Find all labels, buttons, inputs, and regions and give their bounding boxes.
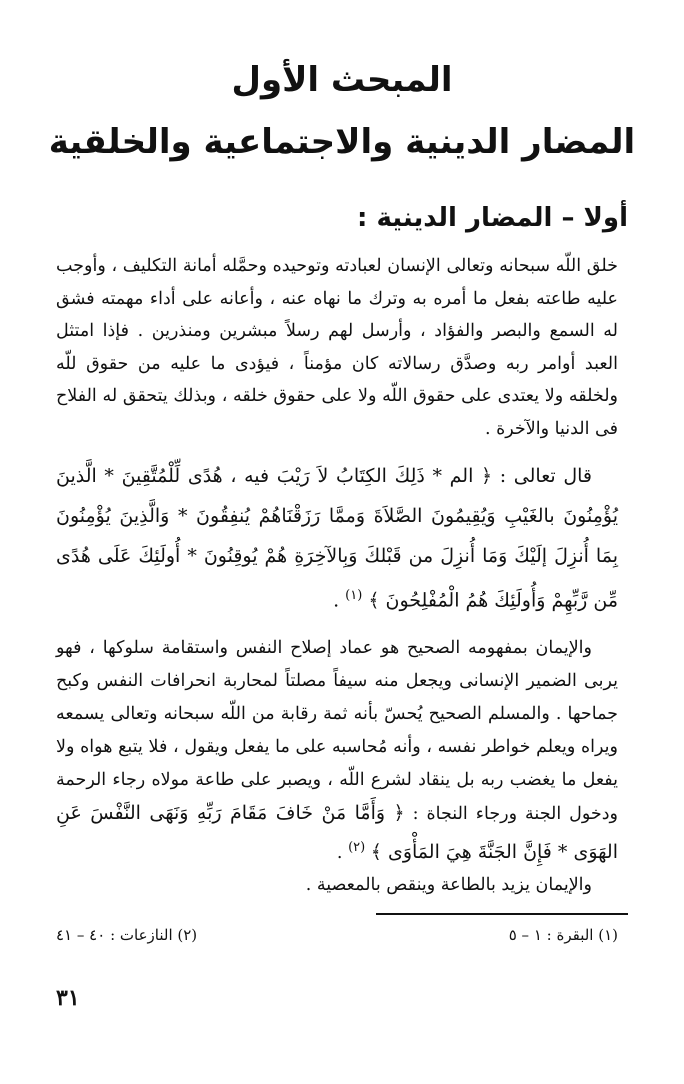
paragraph-faith-increase: والإيمان يزيد بالطاعة وينقص بالمعصية . <box>305 875 592 895</box>
page-number: ٣١ <box>56 985 80 1011</box>
verse-intro: قال تعالى : <box>499 465 592 487</box>
quran-verse-baqarah: ﴿ الم * ذَلِكَ الكِتَابُ لاَ رَيْبَ فيه ، هُدًى لِّلْمُتَّقِينَ * الَّذينَ يُؤْمِنُونَ بالغَيْبِ وَيُقِيمُونَ الصَّلاَةَ وَممَّا رَزَقْنَاهُمْ يُنفِقُونَ * وَالَّذِينَ يُؤْمِنُونَ بِمَا أُنزِلَ إلَيْكَ وَمَا أُنزِلَ من قَبْلكَ وَبِالآخِرَةِ هُمْ يُوقِنُونَ * أُولَئِكَ عَلَى هُدًى مِّن رَّبِّهِمْ وَأُولَئِكَ هُمُ الْمُفْلِحُونَ ﴾ <box>56 465 618 612</box>
footnote-ref-1: (١) <box>345 588 363 603</box>
footnote-2: (٢) النازعات : ٤٠ – ٤١ <box>56 926 198 944</box>
section-heading: أولا – المضار الدينية : <box>357 203 628 233</box>
paragraph-creation: خلق اللّه سبحانه وتعالى الإنسان لعبادته وتوحيده وحمَّله أمانة التكليف ، وأوجب عليه طاعته بفعل ما أمره به وترك ما نهاه عنه ، وأعانه على أداء مهمته فشق له السمع والبصر والفؤاد ، وأرسل لهم رسلاً مبشرين ومنذرين . فإذا امتثل العبد أوامر ربه وصدَّق رسالاته كان مؤمناً ، فيؤدى ما عليه من حقوق للّه ولخلقه ولا يعتدى على حقوق اللّه ولا على حقوق خلقه ، وبذلك يتحقق له الفلاح فى الدنيا والآخرة . <box>56 256 618 439</box>
faith-text: والإيمان بمفهومه الصحيح هو عماد إصلاح النفس واستقامة سلوكها ، فهو يربى الضمير الإنسانى ويجعل منه سيفاً مصلتاً لمحاربة انحرافات النفس وكبح جماحها . والمسلم الصحيح يُحسّ بأنه ثمة رقابة من اللّه سبحانه وتعالى يسمعه ويراه ويعلم خواطر نفسه ، وأنه مُحاسبه على ما يفعل ويقول ، فلا يتبع هواه ولا يفعل ما يغضب ربه بل ينقاد لشرع اللّه ، ويصبر على طاعة مولاه رجاء الرحمة ودخول الجنة ورجاء النجاة : <box>56 638 618 824</box>
paragraph-faith: والإيمان بمفهومه الصحيح هو عماد إصلاح النفس واستقامة سلوكها ، فهو يربى الضمير الإنسانى ويجعل منه سيفاً مصلتاً لمحاربة انحرافات النفس وكبح جماحها . والمسلم الصحيح يُحسّ بأنه ثمة رقابة من اللّه سبحانه وتعالى يسمعه ويراه ويعلم خواطر نفسه ، وأنه مُحاسبه على ما يفعل ويقول ، فلا يتبع هواه ولا يفعل ما يغضب ربه بل ينقاد لشرع اللّه ، ويصبر على طاعة مولاه رجاء الرحمة ودخول الجنة ورجاء النجاة : ﴿ وَأَمَّا مَنْ خَافَ مَقَامَ رَبِّهِ وَنَهَى النَّفْسَ عَنِ الهَوَى * فَإِنَّ الجَنَّةَ هِيَ المَأْوَى ﴾ $^{(٢)}$ . <box>56 638 618 863</box>
quran-verse-naziat: ﴿ وَأَمَّا مَنْ خَافَ مَقَامَ رَبِّهِ وَنَهَى النَّفْسَ عَنِ الهَوَى * فَإِنَّ الجَنَّةَ هِيَ المَأْوَى ﴾ <box>56 802 618 863</box>
chapter-subtitle: المضار الدينية والاجتماعية والخلقية <box>48 122 636 162</box>
paragraph-quran-baqarah: قال تعالى : ﴿ الم * ذَلِكَ الكِتَابُ لاَ رَيْبَ فيه ، هُدًى لِّلْمُتَّقِينَ * الَّذينَ يُؤْمِنُونَ بالغَيْبِ وَيُقِيمُونَ الصَّلاَةَ وَممَّا رَزَقْنَاهُمْ يُنفِقُونَ * وَالَّذِينَ يُؤْمِنُونَ بِمَا أُنزِلَ إلَيْكَ وَمَا أُنزِلَ من قَبْلكَ وَبِالآخِرَةِ هُمْ يُوقِنُونَ * أُولَئِكَ عَلَى هُدًى مِّن رَّبِّهِمْ وَأُولَئِكَ هُمُ الْمُفْلِحُونَ ﴾ $^{(١)}$ . <box>56 465 618 612</box>
footnote-1: (١) البقرة : ١ – ٥ <box>508 926 618 944</box>
footnotes <box>56 922 618 948</box>
footnote-ref-2: (٢) <box>348 840 366 855</box>
chapter-title: المبحث الأول <box>231 60 453 100</box>
footnote-divider <box>376 913 628 915</box>
